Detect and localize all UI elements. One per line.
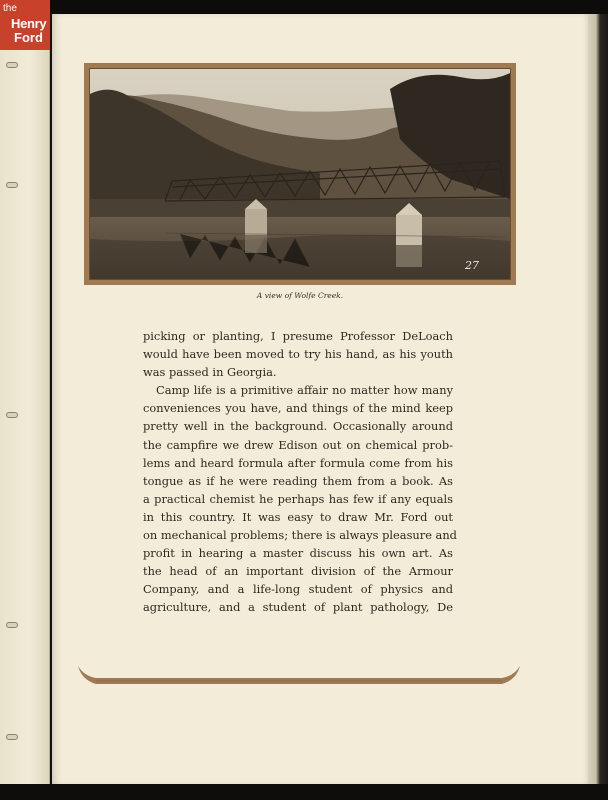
binding-ring xyxy=(6,182,18,188)
text-line: would have been moved to try his hand, as his youth xyxy=(143,347,453,362)
plate-number: 27 xyxy=(465,259,479,272)
binding-top xyxy=(0,0,608,14)
text-line: on mechanical problems; there is always pleasure and xyxy=(143,528,457,543)
text-line: the campfire we drew Edison out on chemical prob- xyxy=(143,437,453,452)
text-line: was passed in Georgia. xyxy=(143,365,277,380)
binding-ring xyxy=(6,412,18,418)
text-line: tongue as if he were reading them from a book. As xyxy=(143,473,453,488)
binding-ring xyxy=(6,734,18,740)
binding-ring xyxy=(6,622,18,628)
bridge-photograph xyxy=(89,68,511,280)
text-line: the head of an important division of the Armour xyxy=(143,564,453,579)
bottom-ornament xyxy=(76,662,522,688)
left-page-edge xyxy=(0,14,50,784)
bottom-edge xyxy=(0,784,608,800)
henry-ford-logo xyxy=(0,0,50,50)
text-line: a practical chemist he perhaps has few if any equals xyxy=(143,491,453,506)
logo-henry: Henry xyxy=(11,16,47,31)
binding-ring xyxy=(6,62,18,68)
bridge-photo-image xyxy=(90,69,510,279)
logo-ford: Ford xyxy=(14,30,43,45)
text-line: conveniences you have, and things of the mind keep xyxy=(143,401,453,416)
photo-frame xyxy=(84,63,516,285)
text-line: Company, and a life-long student of physics and xyxy=(143,582,453,597)
text-line: in this country. It was easy to draw Mr. Ford out xyxy=(143,509,453,524)
photo-caption: A view of Wolfe Creek. xyxy=(256,291,344,300)
right-page-edge xyxy=(588,14,608,784)
text-line: Camp life is a primitive affair no matter how many xyxy=(156,383,453,398)
text-line: lems and heard formula after formula come from his xyxy=(143,455,453,470)
body-text xyxy=(143,327,457,617)
text-line: profit in hearing a master discuss his own art. As xyxy=(143,546,453,561)
text-line: pretty well in the background. Occasionally around xyxy=(143,419,453,434)
text-line: picking or planting, I presume Professor DeLoach xyxy=(143,329,453,343)
text-line: agriculture, and a student of plant pathology, De xyxy=(143,600,453,615)
logo-the: the xyxy=(3,3,17,14)
